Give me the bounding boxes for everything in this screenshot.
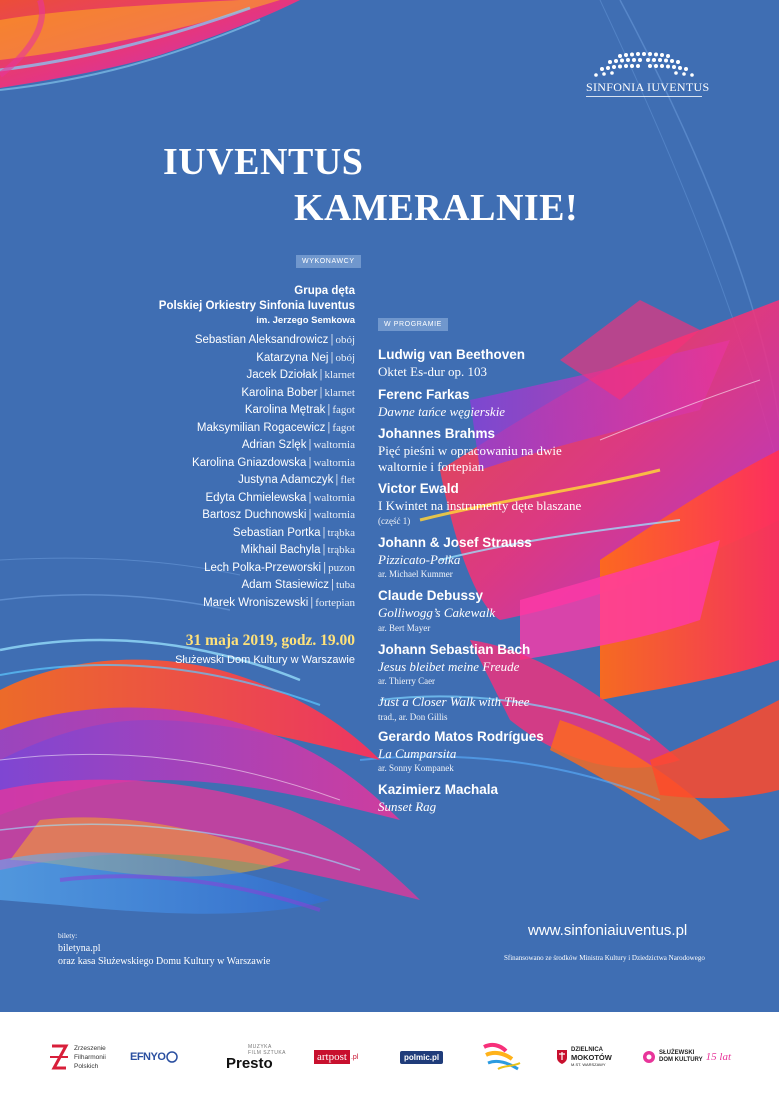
program-item: [378, 728, 598, 776]
musician-row: [192, 385, 355, 403]
separator: |: [331, 579, 335, 591]
arrangement-note: ar. Sonny Kompanek: [378, 763, 454, 773]
ensemble-line: im. Jerzego Semkowa: [256, 315, 355, 326]
musician-row: [192, 420, 355, 438]
musician-name: Bartosz Duchnowski: [202, 509, 307, 521]
sdk-text: SŁUŻEWSKI: [659, 1050, 695, 1056]
arrangement-note: trad., ar. Don Gillis: [378, 711, 448, 722]
program-item: [378, 534, 598, 582]
musician-instrument: obój: [335, 334, 355, 346]
separator: |: [322, 526, 326, 539]
composer-name: Johann Sebastian Bach: [378, 641, 531, 657]
separator: |: [323, 561, 327, 574]
separator: |: [310, 596, 314, 609]
composer-name: Kazimierz Machala: [378, 782, 499, 797]
zfp-text: Zrzeszenie: [74, 1044, 106, 1052]
efnyo-text: EFNYO: [130, 1051, 166, 1063]
work-title: Pizzicato-Polka: [378, 551, 461, 567]
musician-instrument: fagot: [332, 421, 355, 434]
festival-logo: [480, 1040, 524, 1074]
mokotow-crest-icon: [556, 1049, 568, 1065]
separator: |: [327, 404, 331, 416]
program-item: [378, 346, 598, 380]
musician-row: [192, 367, 355, 385]
ensemble-line: Polskiej Orkiestry Sinfonia Iuventus: [158, 300, 355, 312]
musician-name: Justyna Adamczyk: [238, 474, 334, 486]
musician-instrument: waltornia: [313, 509, 355, 521]
program-item: [378, 694, 598, 724]
musician-instrument: obój: [335, 351, 355, 364]
musician-name: Sebastian Portka: [232, 526, 321, 539]
zfp-logo: [48, 1040, 118, 1074]
sdk-mark-icon: [642, 1050, 656, 1064]
composer-name: Gerardo Matos Rodrígues: [378, 728, 544, 744]
festival-mark-icon: [480, 1041, 522, 1073]
musician-instrument: flet: [340, 474, 355, 486]
website-link[interactable]: www.sinfoniaiuventus.pl: [528, 922, 688, 939]
musician-instrument: trąbka: [327, 526, 355, 539]
artpost-logo: [314, 1040, 374, 1074]
musician-row: [192, 437, 355, 455]
arrangement-note: ar. Thierry Caer: [378, 676, 436, 686]
separator: |: [319, 386, 323, 399]
concert-venue: Służewski Dom Kultury w Warszawie: [175, 654, 355, 666]
program-label: W PROGRAMIE: [378, 318, 448, 331]
separator: |: [335, 474, 339, 486]
musician-instrument: klarnet: [324, 369, 355, 381]
artpost-suffix: .pl: [350, 1053, 359, 1061]
funding-note: Sfinansowano ze środków Ministra Kultury i Dziedzictwa Narodowego: [504, 954, 705, 962]
arrangement-note: ar. Michael Kummer: [378, 569, 453, 579]
sdk-logo: [642, 1040, 742, 1074]
sinfonia-iuventus-logo: [586, 52, 710, 97]
presto-text: Presto: [226, 1054, 273, 1072]
musician-name: Katarzyna Nej: [256, 351, 329, 364]
work-title: Dawne tańce węgierskie: [378, 403, 506, 419]
separator: |: [308, 509, 312, 521]
zfp-mark-icon: [48, 1042, 70, 1072]
polmic-logo: [400, 1040, 450, 1074]
musician-name: Edyta Chmielewska: [205, 491, 307, 504]
musician-instrument: waltornia: [313, 439, 355, 451]
performers-label: WYKONAWCY: [296, 255, 361, 268]
tickets-box-office: oraz kasa Służewskiego Domu Kultury w Warszawie: [58, 956, 271, 967]
musician-row: [192, 577, 355, 595]
separator: |: [308, 439, 312, 451]
arrangement-note: ar. Bert Mayer: [378, 622, 431, 633]
logo-dots-icon: [592, 52, 696, 78]
separator: |: [330, 351, 334, 364]
musician-row: [192, 525, 355, 543]
musician-name: Lech Polka-Przeworski: [204, 561, 322, 574]
zfp-text: Polskich: [74, 1062, 99, 1070]
presto-tagline: MUZYKA FILM SZTUKA: [248, 1043, 287, 1056]
musician-name: Karolina Bober: [241, 386, 318, 399]
musician-row: [192, 455, 355, 473]
musician-row: [192, 332, 355, 350]
separator: |: [308, 456, 312, 469]
musician-name: Maksymilian Rogacewicz: [196, 421, 326, 434]
program-item: [378, 587, 598, 635]
musician-instrument: waltornia: [313, 456, 355, 469]
musician-row: [192, 542, 355, 560]
composer-name: Johannes Brahms: [378, 426, 496, 441]
musician-name: Adam Stasiewicz: [241, 579, 330, 591]
mokotow-text: M.ST. WARSZAWY: [571, 1061, 606, 1067]
logo-name: SINFONIA IUVENTUS: [586, 80, 702, 97]
composer-name: Johann & Josef Strauss: [378, 534, 532, 550]
musician-name: Mikhail Bachyla: [240, 544, 321, 556]
arrangement-note: (część 1): [378, 515, 411, 526]
musician-row: [192, 490, 355, 508]
work-title: Oktet Es-dur op. 103: [378, 364, 488, 379]
musician-name: Karolina Mętrak: [244, 404, 326, 416]
program-item: [378, 480, 598, 528]
musician-row: [192, 472, 355, 490]
composer-name: Ferenc Farkas: [378, 386, 470, 402]
musician-instrument: puzon: [328, 561, 355, 574]
polmic-text: polmic.pl: [400, 1051, 443, 1064]
sdk-text: DOM KULTURY: [659, 1057, 703, 1063]
mokotow-text: DZIELNICA: [571, 1046, 603, 1053]
musician-instrument: klarnet: [324, 386, 355, 399]
title-line-2: KAMERALNIE!: [294, 187, 579, 229]
program-item: [378, 386, 598, 420]
sponsor-logos-bar: [0, 1012, 779, 1100]
program-item: [378, 781, 598, 815]
program-item: [378, 425, 598, 474]
program-list: [378, 346, 598, 821]
musician-row: [192, 595, 355, 613]
musician-name: Marek Wroniszewski: [203, 596, 309, 609]
musician-instrument: tuba: [336, 579, 355, 591]
composer-name: Victor Ewald: [378, 481, 459, 496]
presto-logo: [226, 1040, 286, 1074]
composer-name: Claude Debussy: [378, 588, 484, 603]
work-title: Pięć pieśni w opracowaniu na dwie waltornie i fortepian: [378, 443, 562, 474]
separator: |: [330, 334, 334, 346]
musician-name: Sebastian Aleksandrowicz: [194, 334, 329, 346]
musician-instrument: fagot: [332, 404, 355, 416]
musician-instrument: waltornia: [313, 491, 355, 504]
title-line-1: IUVENTUS: [163, 141, 364, 183]
mokotow-text: MOKOTÓW: [571, 1052, 612, 1062]
ensemble-line: Grupa dęta: [294, 285, 355, 297]
work-title: I Kwintet na instrumenty dęte blaszane: [378, 498, 582, 513]
tickets-label: bilety:: [58, 931, 78, 940]
musician-row: [192, 560, 355, 578]
work-title: Just a Closer Walk with Thee: [378, 694, 530, 709]
separator: |: [319, 369, 323, 381]
concert-date: 31 maja 2019, godz. 19.00: [185, 632, 355, 649]
tickets-info: [58, 930, 270, 968]
musician-row: [192, 507, 355, 525]
efnyo-circle-icon: [166, 1051, 178, 1063]
musician-name: Jacek Dziołak: [246, 369, 318, 381]
artpost-text: artpost: [314, 1050, 350, 1064]
work-title: La Cumparsita: [378, 745, 457, 761]
musician-instrument: fortepian: [315, 596, 355, 609]
efnyo-logo: [130, 1040, 180, 1074]
work-title: Golliwogg’s Cakewalk: [378, 605, 496, 620]
mokotow-logo: [556, 1040, 612, 1074]
musician-row: [192, 402, 355, 420]
musician-row: [192, 350, 355, 368]
musician-name: Adrian Szlęk: [241, 439, 307, 451]
ensemble-name: [159, 284, 355, 328]
tickets-online[interactable]: biletyna.pl: [58, 943, 101, 954]
separator: |: [327, 421, 331, 434]
program-item: [378, 641, 598, 689]
musician-instrument: trąbka: [327, 544, 355, 556]
work-title: Jesus bleibet meine Freude: [378, 658, 520, 674]
composer-name: Ludwig van Beethoven: [378, 347, 526, 362]
sdk-anniversary: 15 lat: [705, 1051, 732, 1063]
musician-list: [192, 332, 355, 612]
musician-name: Karolina Gniazdowska: [192, 456, 307, 469]
work-title: Sunset Rag: [378, 799, 437, 814]
zfp-text: Filharmonii: [74, 1053, 106, 1061]
separator: |: [308, 491, 312, 504]
separator: |: [322, 544, 326, 556]
